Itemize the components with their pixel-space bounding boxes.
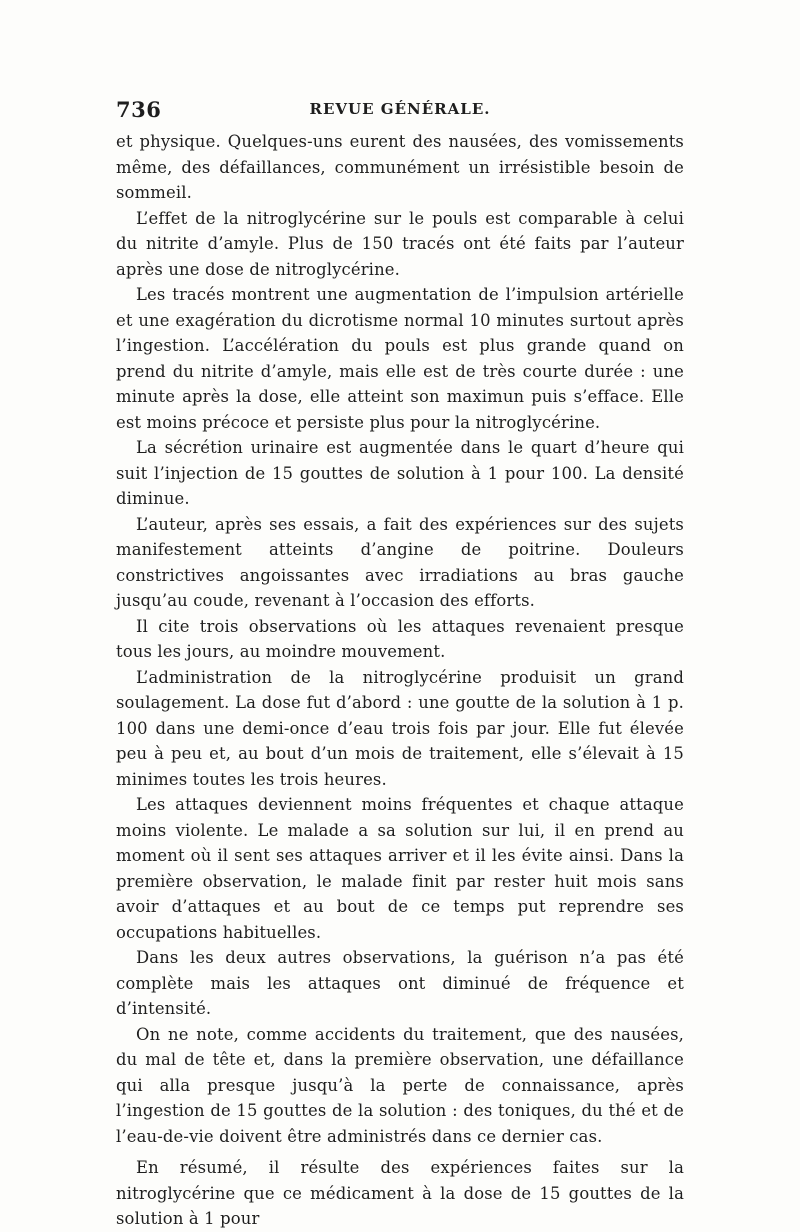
paragraph: La sécrétion urinaire est augmentée dans le quart d’heure qui suit l’injection de 15 gouttes de solution à 1 pour 100. La densité diminue. (116, 438, 684, 508)
paragraph: Les attaques deviennent moins fréquentes et chaque attaque moins violente. Le malade a sa solution sur lui, il en prend au moment où il sent ses attaques arriver et il les évite ainsi. Dans la première observation, le malade finit par rester huit mois sans avoir d’attaques et au bout de ce temps put reprendre ses occupations habituelles. (116, 795, 684, 942)
paragraph: Dans les deux autres observations, la guérison n’a pas été complète mais les attaques ont diminué de fréquence et d’intensité. (116, 948, 684, 1018)
paragraph: On ne note, comme accidents du traitement, que des nausées, du mal de tête et, dans la première observation, une défaillance qui alla presque jusqu’à la perte de connaissance, après l’ingestion de 15 gouttes de la solution : des toniques, du thé et de l’eau-de-vie doivent être administrés dans ce dernier cas. (116, 1024, 684, 1146)
body-text (116, 129, 684, 1232)
paragraph: Il cite trois observations où les attaques revenaient presque tous les jours, au moindre mouvement. (116, 616, 684, 661)
page-number: 736 (116, 97, 162, 122)
book-page (116, 95, 684, 1232)
paragraph: L’auteur, après ses essais, a fait des expériences sur des sujets manifestement atteints d’angine de poitrine. Douleurs constrictives angoissantes avec irradiations au bras gauche jusqu’au coude, revenant à l’occasion des efforts. (116, 514, 684, 610)
running-head (116, 95, 684, 129)
running-title: REVUE GÉNÉRALE. (309, 100, 491, 118)
paragraph-summary: En résumé, il résulte des expériences faites sur la nitroglycérine que ce médicament à la dose de 15 gouttes de la solution à 1 pour (116, 1158, 684, 1228)
paragraph: L’effet de la nitroglycérine sur le pouls est comparable à celui du nitrite d’amyle. Plus de 150 tracés ont été faits par l’auteur après une dose de nitroglycérine. (116, 208, 684, 279)
paragraph-continuation: et physique. Quelques-uns eurent des nausées, des vomissements même, des défaillances, communément un irrésistible besoin de sommeil. (116, 132, 684, 202)
paragraph: Les tracés montrent une augmentation de l’impulsion artérielle et une exagération du dicrotisme normal 10 minutes surtout après l’ingestion. L’accélération du pouls est plus grande quand on prend du nitrite d’amyle, mais elle est de très courte durée : une minute après la dose, elle atteint son maximun puis s’efface. Elle est moins précoce et persiste plus pour la nitroglycérine. (116, 285, 684, 432)
paragraph: L’administration de la nitroglycérine produisit un grand soulagement. La dose fut d’abord : une goutte de la solution à 1 p. 100 dans une demi-once d’eau trois fois par jour. Elle fut élevée peu à peu et, au bout d’un mois de traitement, elle s’élevait à 15 minimes toutes les trois heures. (116, 667, 684, 789)
